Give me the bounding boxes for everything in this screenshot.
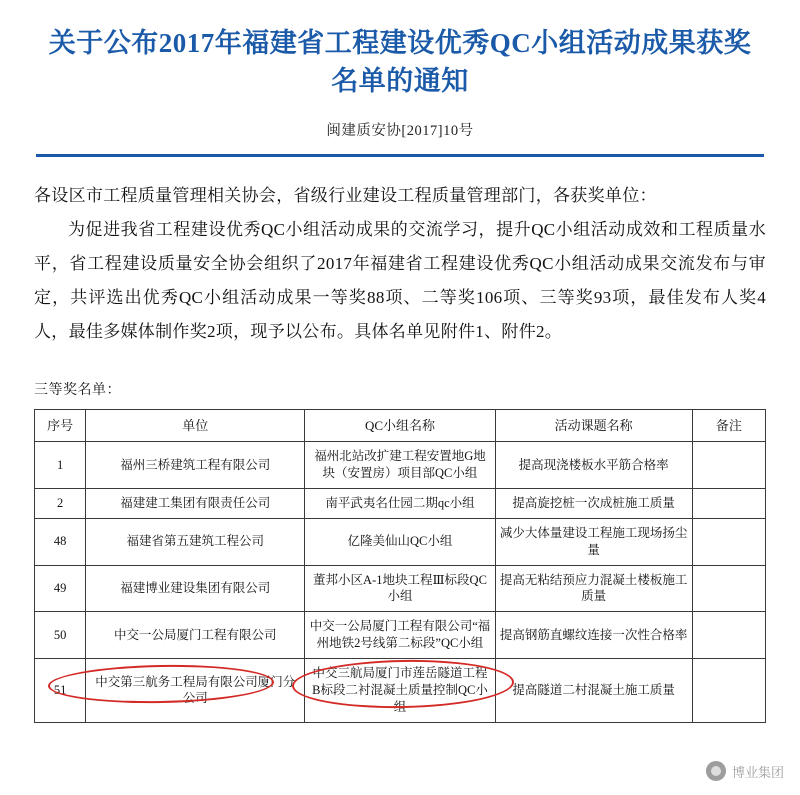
cell-group: 亿隆美仙山QC小组 (305, 518, 495, 565)
cell-topic: 提高钢筋直螺纹连接一次性合格率 (495, 612, 692, 659)
document-number: 闽建质安协[2017]10号 (326, 122, 474, 139)
watermark-label: 博业集团 (731, 764, 784, 780)
section-label: 三等奖名单： (34, 382, 121, 398)
watermark (706, 761, 784, 781)
table-row (35, 518, 766, 565)
award-table (34, 409, 766, 723)
cell-topic: 提高现浇楼板水平筋合格率 (495, 442, 692, 489)
column-header-topic: 活动课题名称 (495, 409, 692, 442)
body-paragraph-1: 各设区市工程质量管理相关协会，省级行业建设工程质量管理部门，各获奖单位： (34, 185, 657, 205)
cell-note (692, 518, 765, 565)
table-row (35, 488, 766, 518)
table-row (35, 659, 766, 723)
column-header-group: QC小组名称 (305, 409, 495, 442)
circle-logo-icon (706, 761, 726, 781)
cell-note (692, 565, 765, 612)
cell-group: 南平武夷名仕园二期qc小组 (305, 488, 495, 518)
cell-no: 51 (35, 659, 86, 723)
cell-unit: 中交第三航务工程局有限公司厦门分公司 (86, 659, 305, 723)
column-header-note: 备注 (692, 409, 765, 442)
column-header-unit: 单位 (86, 409, 305, 442)
cell-group: 董邦小区A-1地块工程Ⅲ标段QC小组 (305, 565, 495, 612)
table-row-highlighted (35, 565, 766, 612)
page-title: 关于公布2017年福建省工程建设优秀QC小组活动成果获奖名单的通知 (48, 28, 752, 97)
cell-note (692, 442, 765, 489)
title-divider (36, 154, 764, 157)
cell-unit: 福建建工集团有限责任公司 (86, 488, 305, 518)
cell-unit: 福建省第五建筑工程公司 (86, 518, 305, 565)
table-header-row (35, 409, 766, 442)
cell-unit: 福建博业建设集团有限公司 (86, 565, 305, 612)
cell-no: 48 (35, 518, 86, 565)
cell-note (692, 612, 765, 659)
cell-topic: 提高隧道二村混凝土施工质量 (495, 659, 692, 723)
cell-unit: 福州三桥建筑工程有限公司 (86, 442, 305, 489)
cell-note (692, 659, 765, 723)
table-row (35, 442, 766, 489)
cell-topic: 减少大体量建设工程施工现场扬尘量 (495, 518, 692, 565)
cell-topic: 提高旋挖桩一次成桩施工质量 (495, 488, 692, 518)
cell-no: 1 (35, 442, 86, 489)
column-header-no: 序号 (35, 409, 86, 442)
cell-no: 2 (35, 488, 86, 518)
cell-group: 中交一公局厦门工程有限公司“福州地铁2号线第二标段”QC小组 (305, 612, 495, 659)
cell-topic: 提高无粘结预应力混凝土楼板施工质量 (495, 565, 692, 612)
table-row (35, 612, 766, 659)
cell-note (692, 488, 765, 518)
cell-group: 中交三航局厦门市莲岳隧道工程B标段二衬混凝土质量控制QC小组 (305, 659, 495, 723)
cell-no: 50 (35, 612, 86, 659)
body-paragraph-2: 为促进我省工程建设优秀QC小组活动成果的交流学习，提升QC小组活动成效和工程质量水平，省工程建设质量安全协会组织了2017年福建省工程建设优秀QC小组活动成果交流发布与审定，共评选出优秀QC小组活动成果一等奖88项、二等奖106项、三等奖93项，最佳发布人奖4人，最佳多媒体制作奖2项，现予以公布。具体名单见附件1、附件2。 (34, 219, 766, 341)
page-bottom-fade (0, 779, 800, 795)
cell-group: 福州北站改扩建工程安置地G地块（安置房）项目部QC小组 (305, 442, 495, 489)
cell-no: 49 (35, 565, 86, 612)
cell-unit: 中交一公局厦门工程有限公司 (86, 612, 305, 659)
